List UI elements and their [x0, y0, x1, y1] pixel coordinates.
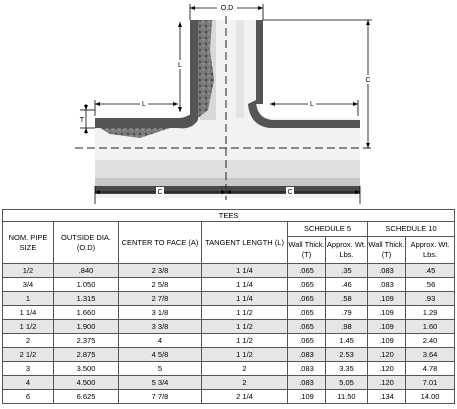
table-cell: 2.53: [326, 348, 368, 362]
table-row: [3, 390, 455, 404]
table-row: [3, 334, 455, 348]
table-cell: 1 1/2: [202, 306, 288, 320]
table-cell: 2 5/8: [119, 278, 202, 292]
table-cell: .083: [288, 348, 326, 362]
table-row: [3, 376, 455, 390]
table-cell: 4: [119, 334, 202, 348]
table-cell: 1 1/2: [202, 334, 288, 348]
t-label: T: [79, 117, 84, 124]
table-cell: 7.01: [406, 376, 455, 390]
table-cell: 1.60: [406, 320, 455, 334]
col-tangent-length: TANGENT LENGTH (L): [202, 222, 288, 264]
table-cell: 11.50: [326, 390, 368, 404]
table-cell: 2: [202, 362, 288, 376]
table-cell: .065: [288, 292, 326, 306]
table-cell: .79: [326, 306, 368, 320]
table-cell: .083: [288, 376, 326, 390]
run-bottom-wall: [95, 186, 360, 194]
table-row: [3, 292, 455, 306]
table-cell: .120: [368, 376, 406, 390]
table-row: [3, 306, 455, 320]
table-cell: 1 1/4: [202, 264, 288, 278]
col-schedule-10: SCHEDULE 10: [368, 222, 455, 237]
table-row: [3, 278, 455, 292]
table-cell: 2.875: [54, 348, 119, 362]
od-label: O.D: [220, 5, 234, 12]
table-cell: 3/4: [3, 278, 54, 292]
table-cell: 1: [3, 292, 54, 306]
table-cell: .083: [368, 278, 406, 292]
table-cell: .45: [406, 264, 455, 278]
table-cell: 4.78: [406, 362, 455, 376]
table-cell: 1.45: [326, 334, 368, 348]
table-cell: 1.900: [54, 320, 119, 334]
table-cell: .109: [288, 390, 326, 404]
table-cell: 1.29: [406, 306, 455, 320]
table-cell: 1.660: [54, 306, 119, 320]
col-nom-pipe-size: NOM. PIPE SIZE: [3, 222, 54, 264]
table-cell: .065: [288, 306, 326, 320]
table-cell: 1/2: [3, 264, 54, 278]
l-branch-label: L: [178, 62, 182, 69]
c-right-label: C: [287, 189, 293, 196]
branch-right-wall: [256, 20, 263, 104]
table-row: [3, 348, 455, 362]
branch-left-wall: [190, 20, 198, 120]
table-cell: 2 1/4: [202, 390, 288, 404]
table-body: [3, 264, 455, 404]
table-cell: .065: [288, 320, 326, 334]
table-cell: .109: [368, 292, 406, 306]
table-title: TEES: [3, 210, 455, 222]
c-left-label: C: [157, 189, 163, 196]
table-cell: 6: [3, 390, 54, 404]
tees-table: [2, 209, 455, 404]
table-cell: 1.315: [54, 292, 119, 306]
table-cell: 3 1/8: [119, 306, 202, 320]
table-cell: 1.050: [54, 278, 119, 292]
table-cell: .065: [288, 278, 326, 292]
table-cell: .93: [406, 292, 455, 306]
table-cell: 2.40: [406, 334, 455, 348]
table-cell: 1 1/2: [3, 320, 54, 334]
col-schedule-5: SCHEDULE 5: [288, 222, 368, 237]
table-cell: 2 1/2: [3, 348, 54, 362]
table-cell: 5 3/4: [119, 376, 202, 390]
table-cell: .134: [368, 390, 406, 404]
table-cell: 1 1/4: [202, 278, 288, 292]
table-cell: .109: [368, 320, 406, 334]
table-cell: 4 5/8: [119, 348, 202, 362]
col-s10-wall-thick: Wall Thick. (T): [368, 237, 406, 264]
table-cell: .58: [326, 292, 368, 306]
table-cell: 2 7/8: [119, 292, 202, 306]
table-cell: 5: [119, 362, 202, 376]
table-cell: 1 1/4: [202, 292, 288, 306]
col-outside-dia: OUTSIDE DIA. (O.D): [54, 222, 119, 264]
col-center-to-face: CENTER TO FACE (A): [119, 222, 202, 264]
table-cell: .083: [368, 264, 406, 278]
table-row: [3, 264, 455, 278]
table-cell: 3.500: [54, 362, 119, 376]
table-cell: 4: [3, 376, 54, 390]
table-cell: .98: [326, 320, 368, 334]
table-cell: .120: [368, 348, 406, 362]
table-cell: .840: [54, 264, 119, 278]
table-cell: 5.05: [326, 376, 368, 390]
table-cell: 4.500: [54, 376, 119, 390]
table-cell: 7 7/8: [119, 390, 202, 404]
table-cell: 1 1/2: [202, 320, 288, 334]
table-cell: 2.375: [54, 334, 119, 348]
col-s5-wall-thick: Wall Thick. (T): [288, 237, 326, 264]
table-cell: 3 3/8: [119, 320, 202, 334]
table-cell: 1 1/4: [3, 306, 54, 320]
table-cell: 3.64: [406, 348, 455, 362]
l-left-label: L: [142, 101, 146, 108]
col-s5-approx-wt: Approx. Wt. Lbs.: [326, 237, 368, 264]
table-cell: 2: [3, 334, 54, 348]
table-cell: 6.625: [54, 390, 119, 404]
table-cell: 1 1/2: [202, 348, 288, 362]
table-cell: .083: [288, 362, 326, 376]
table-cell: .109: [368, 334, 406, 348]
col-s10-approx-wt: Approx. Wt. Lbs.: [406, 237, 455, 264]
table-cell: .065: [288, 334, 326, 348]
table-row: [3, 362, 455, 376]
table-row: [3, 320, 455, 334]
table-cell: .120: [368, 362, 406, 376]
table-cell: .56: [406, 278, 455, 292]
c-vertical-label: C: [365, 77, 371, 84]
table-cell: 3: [3, 362, 54, 376]
table-cell: 3.35: [326, 362, 368, 376]
l-right-label: L: [310, 101, 314, 108]
table-cell: 14.00: [406, 390, 455, 404]
table-cell: 2 3/8: [119, 264, 202, 278]
tees-table-container: [2, 209, 454, 407]
table-cell: 2: [202, 376, 288, 390]
table-cell: .35: [326, 264, 368, 278]
table-cell: .109: [368, 306, 406, 320]
table-cell: .46: [326, 278, 368, 292]
table-cell: .065: [288, 264, 326, 278]
